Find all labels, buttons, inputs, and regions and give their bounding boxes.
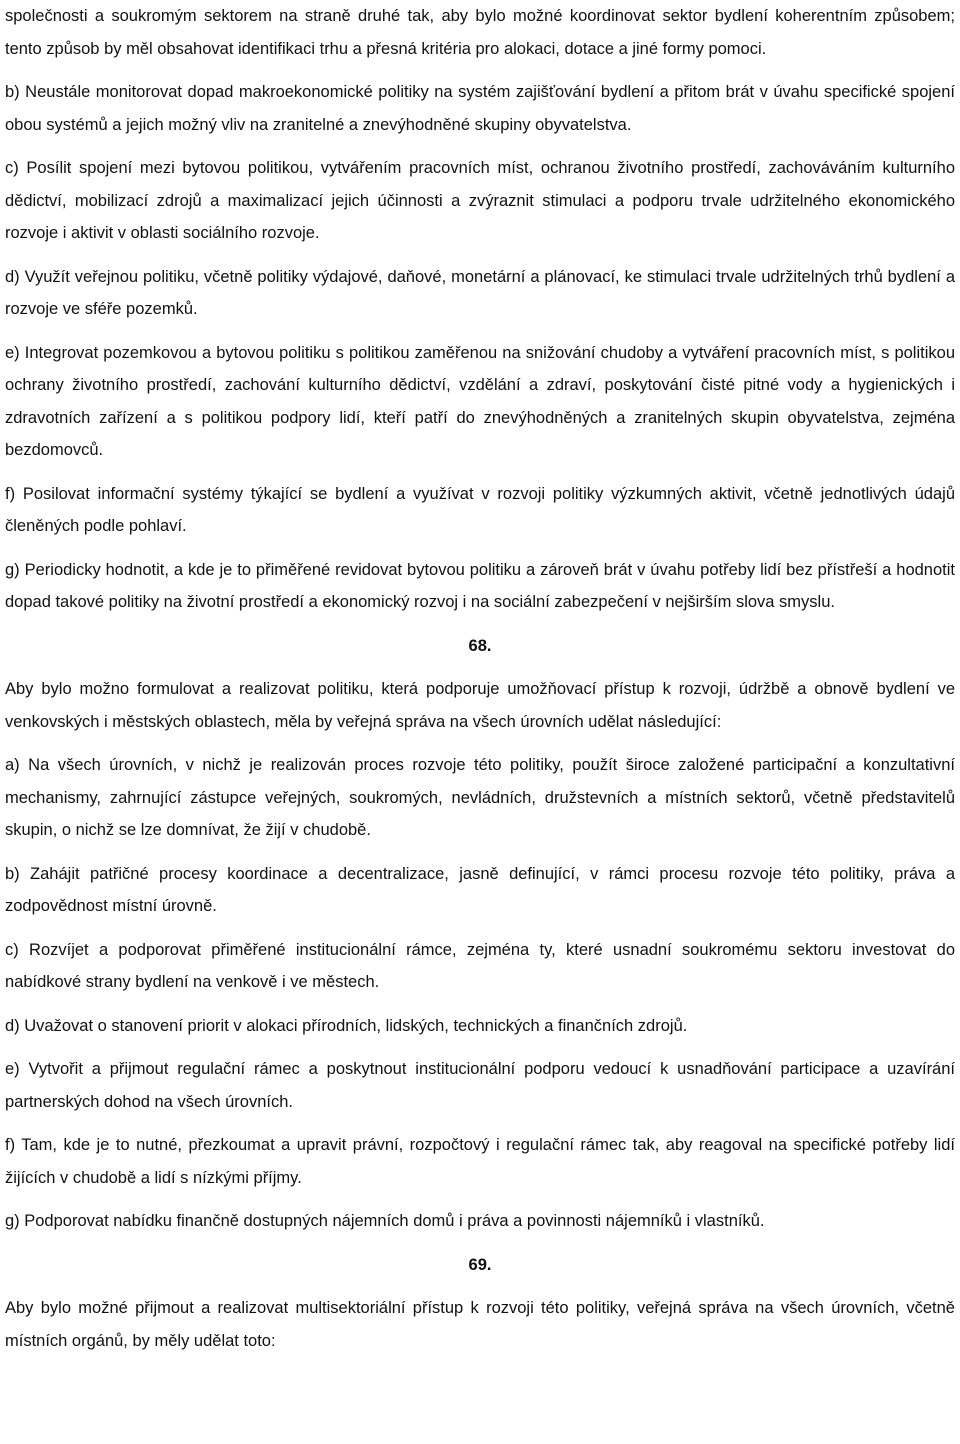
- paragraph-intro-continuation: společnosti a soukromým sektorem na straně druhé tak, aby bylo možné koordinovat sektor bydlení koherentním způsobem; tento způsob by měl obsahovat identifikaci trhu a přesná kritéria pro alokaci, dotace a jiné formy pomoci.: [5, 7, 955, 58]
- paragraph-69-intro: Aby bylo možné přijmout a realizovat multisektoriální přístup k rozvoji této politiky, veřejná správa na všech úrovních, včetně místních orgánů, by měly udělat toto:: [5, 1299, 955, 1350]
- paragraph-67-g: g) Periodicky hodnotit, a kde je to přiměřené revidovat bytovou politiku a zároveň brát v úvahu potřeby lidí bez přístřeší a hodnotit dopad takové politiky na životní prostředí a ekonomický rozvoj i na sociální zabezpečení v nejširším slova smyslu.: [5, 560, 955, 611]
- paragraph-68-e: e) Vytvořit a přijmout regulační rámec a poskytnout institucionální podporu vedoucí k usnadňování participace a uzavírání partnerských dohod na všech úrovních.: [5, 1060, 955, 1111]
- paragraph-67-e: e) Integrovat pozemkovou a bytovou politiku s politikou zaměřenou na snižování chudoby a vytváření pracovních míst, s politikou ochrany životního prostředí, zachování kulturního dědictví, vzdělání a zdraví, poskytování čisté pitné vody a hygienických i zdravotních zařízení a s politikou podpory lidí, kteří patří do znevýhodněných a zranitelných skupin obyvatelstva, zejména bezdomovců.: [5, 343, 955, 459]
- paragraph-68-a: a) Na všech úrovních, v nichž je realizován proces rozvoje této politiky, použít široce založené participační a konzultativní mechanismy, zahrnující zástupce veřejných, soukromých, nevládních, družstevních a místních sektorů, včetně představitelů skupin, o nichž se lze domnívat, že žijí v chudobě.: [5, 756, 955, 839]
- section-heading-68: 68.: [468, 636, 492, 655]
- paragraph-67-b: b) Neustále monitorovat dopad makroekonomické politiky na systém zajišťování bydlení a přitom brát v úvahu specifické spojení obou systémů a jejich možný vliv na zranitelné a znevýhodněné skupiny obyvatelstva.: [5, 83, 955, 134]
- paragraph-67-d: d) Využít veřejnou politiku, včetně politiky výdajové, daňové, monetární a plánovací, ke stimulaci trvale udržitelných trhů bydlení a rozvoje ve sféře pozemků.: [5, 267, 955, 318]
- section-heading-69: 69.: [468, 1255, 492, 1274]
- document-page: [5, 0, 955, 1368]
- paragraph-68-c: c) Rozvíjet a podporovat přiměřené institucionální rámce, zejména ty, které usnadní soukromému sektoru investovat do nabídkové strany bydlení na venkově i ve městech.: [5, 940, 955, 991]
- paragraph-68-f: f) Tam, kde je to nutné, přezkoumat a upravit právní, rozpočtový i regulační rámec tak, aby reagoval na specifické potřeby lidí žijících v chudobě a lidí s nízkými příjmy.: [5, 1136, 955, 1187]
- paragraph-68-g: g) Podporovat nabídku finančně dostupných nájemních domů i práva a povinnosti nájemníků i vlastníků.: [5, 1212, 765, 1230]
- paragraph-67-c: c) Posílit spojení mezi bytovou politikou, vytvářením pracovních míst, ochranou životního prostředí, zachováváním kulturního dědictví, mobilizací zdrojů a maximalizací jejich účinnosti a zvýraznit stimulaci a podporu trvale udržitelného ekonomického rozvoje i aktivit v oblasti sociálního rozvoje.: [5, 159, 955, 242]
- paragraph-68-d: d) Uvažovat o stanovení priorit v alokaci přírodních, lidských, technických a finančních zdrojů.: [5, 1016, 688, 1035]
- paragraph-68-intro: Aby bylo možno formulovat a realizovat politiku, která podporuje umožňovací přístup k rozvoji, údržbě a obnově bydlení ve venkovských i městských oblastech, měla by veřejná správa na všech úrovních udělat následující:: [5, 680, 955, 731]
- paragraph-68-b: b) Zahájit patřičné procesy koordinace a decentralizace, jasně definující, v rámci procesu rozvoje této politiky, práva a zodpovědnost místní úrovně.: [5, 864, 955, 915]
- paragraph-67-f: f) Posilovat informační systémy týkající se bydlení a využívat v rozvoji politiky výzkumných aktivit, včetně jednotlivých údajů členěných podle pohlaví.: [5, 484, 955, 535]
